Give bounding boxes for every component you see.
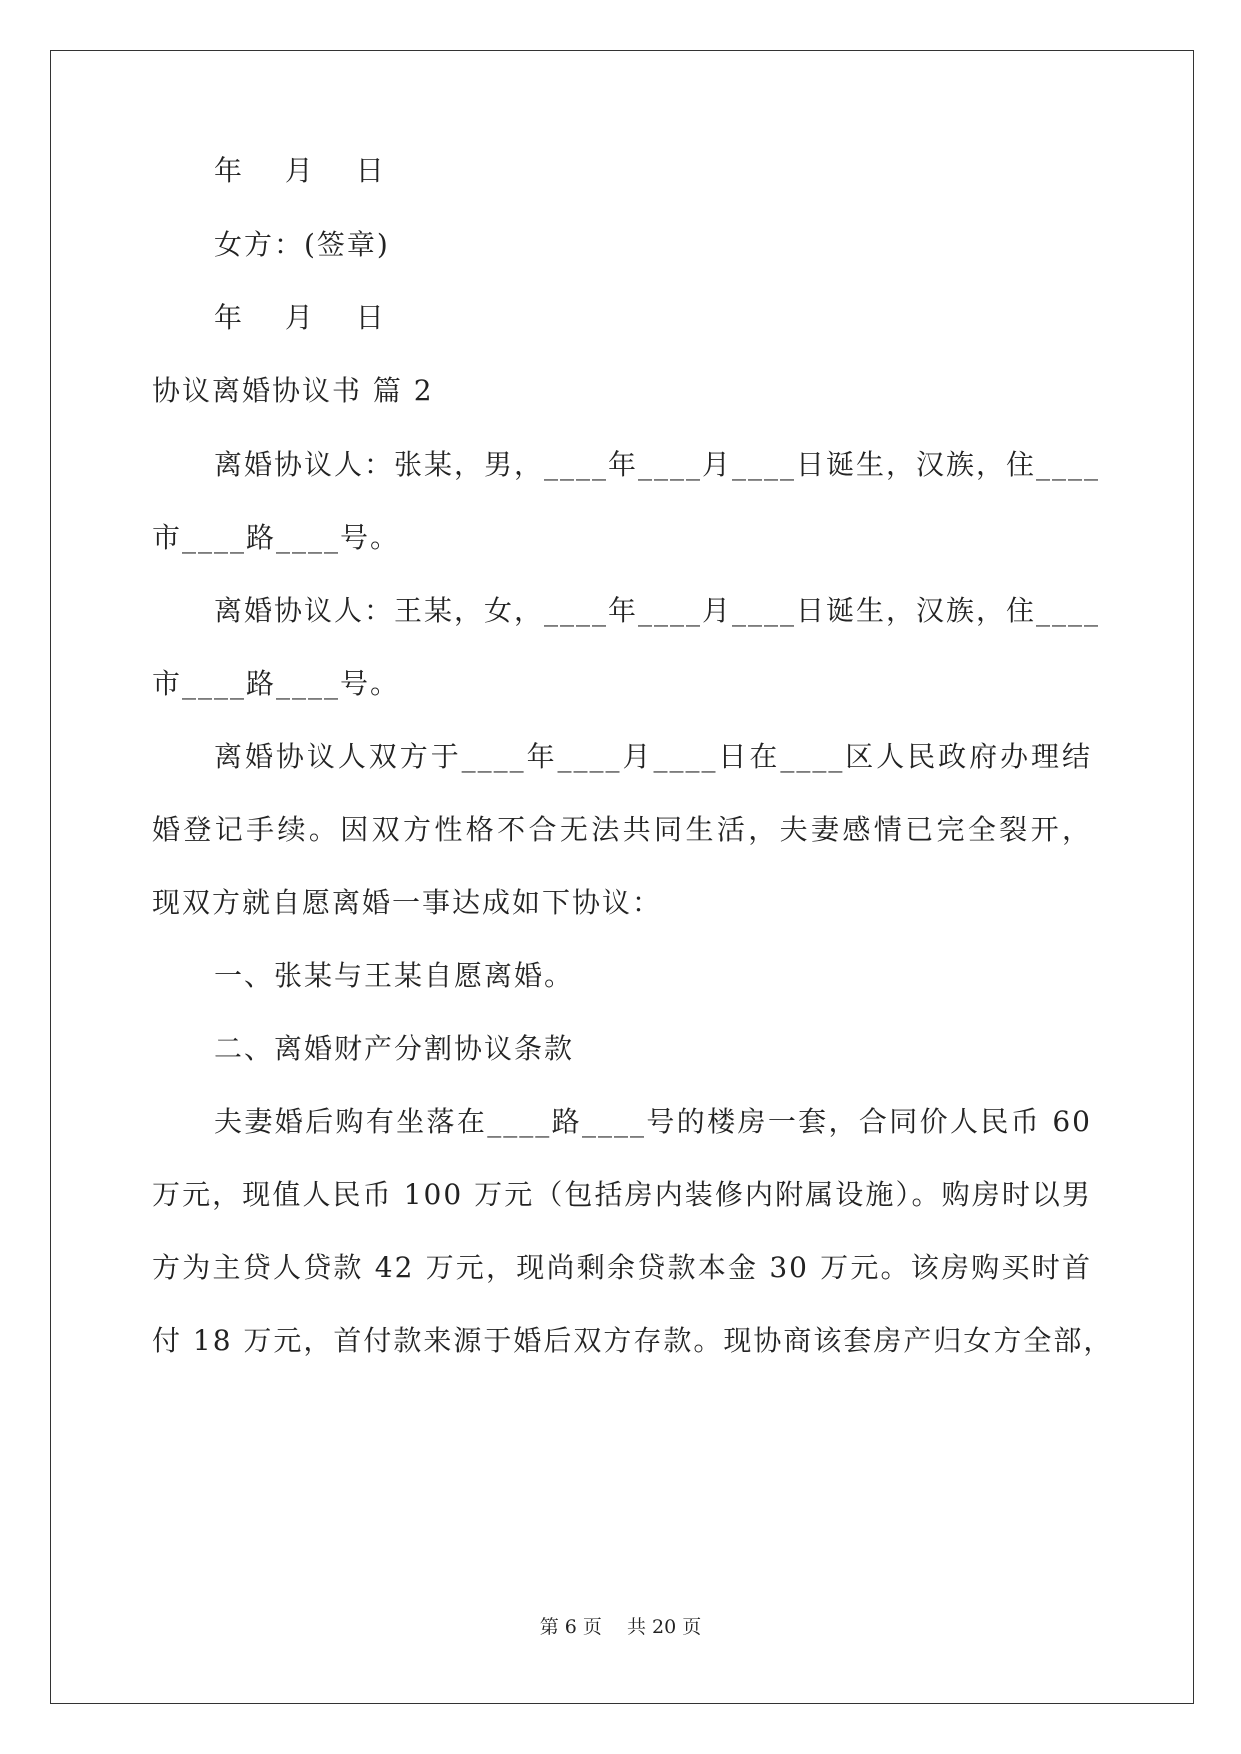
property-paragraph-line-4: 付 18 万元，首付款来源于婚后双方存款。现协商该套房产归女方全部， — [152, 1324, 1114, 1357]
section-heading: 协议离婚协议书 篇 2 — [152, 374, 434, 407]
property-paragraph-line-3: 方为主贷人贷款 42 万元，现尚剩余贷款本金 30 万元。该房购买时首 — [152, 1251, 1092, 1284]
marriage-paragraph-line-3: 现双方就自愿离婚一事达成如下协议： — [152, 886, 663, 919]
property-paragraph-line-2: 万元，现值人民币 100 万元（包括房内装修内附属设施）。购房时以男 — [152, 1178, 1092, 1211]
clause-two-heading: 二、离婚财产分割协议条款 — [214, 1032, 575, 1065]
party-zhang-line-1: 离婚协议人：张某，男，____年____月____日诞生，汉族，住____ — [214, 448, 1101, 481]
clause-one: 一、张某与王某自愿离婚。 — [214, 959, 575, 992]
page-footer: 第 6 页 共 20 页 — [539, 1616, 702, 1638]
party-wang-line-1: 离婚协议人：王某，女，____年____月____日诞生，汉族，住____ — [214, 594, 1101, 627]
party-zhang-line-2: 市____路____号。 — [152, 521, 401, 554]
date-line-2: 年 月 日 — [214, 301, 386, 334]
property-paragraph-line-1: 夫妻婚后购有坐落在____路____号的楼房一套，合同价人民币 60 — [214, 1105, 1092, 1138]
marriage-paragraph-line-2: 婚登记手续。因双方性格不合无法共同生活，夫妻感情已完全裂开， — [152, 813, 1092, 846]
page-border — [50, 50, 1194, 1704]
date-line-1: 年 月 日 — [214, 154, 386, 187]
female-signature-line: 女方：(签章) — [214, 228, 390, 261]
party-wang-line-2: 市____路____号。 — [152, 667, 401, 700]
marriage-paragraph-line-1: 离婚协议人双方于____年____月____日在____区人民政府办理结 — [214, 740, 1092, 773]
